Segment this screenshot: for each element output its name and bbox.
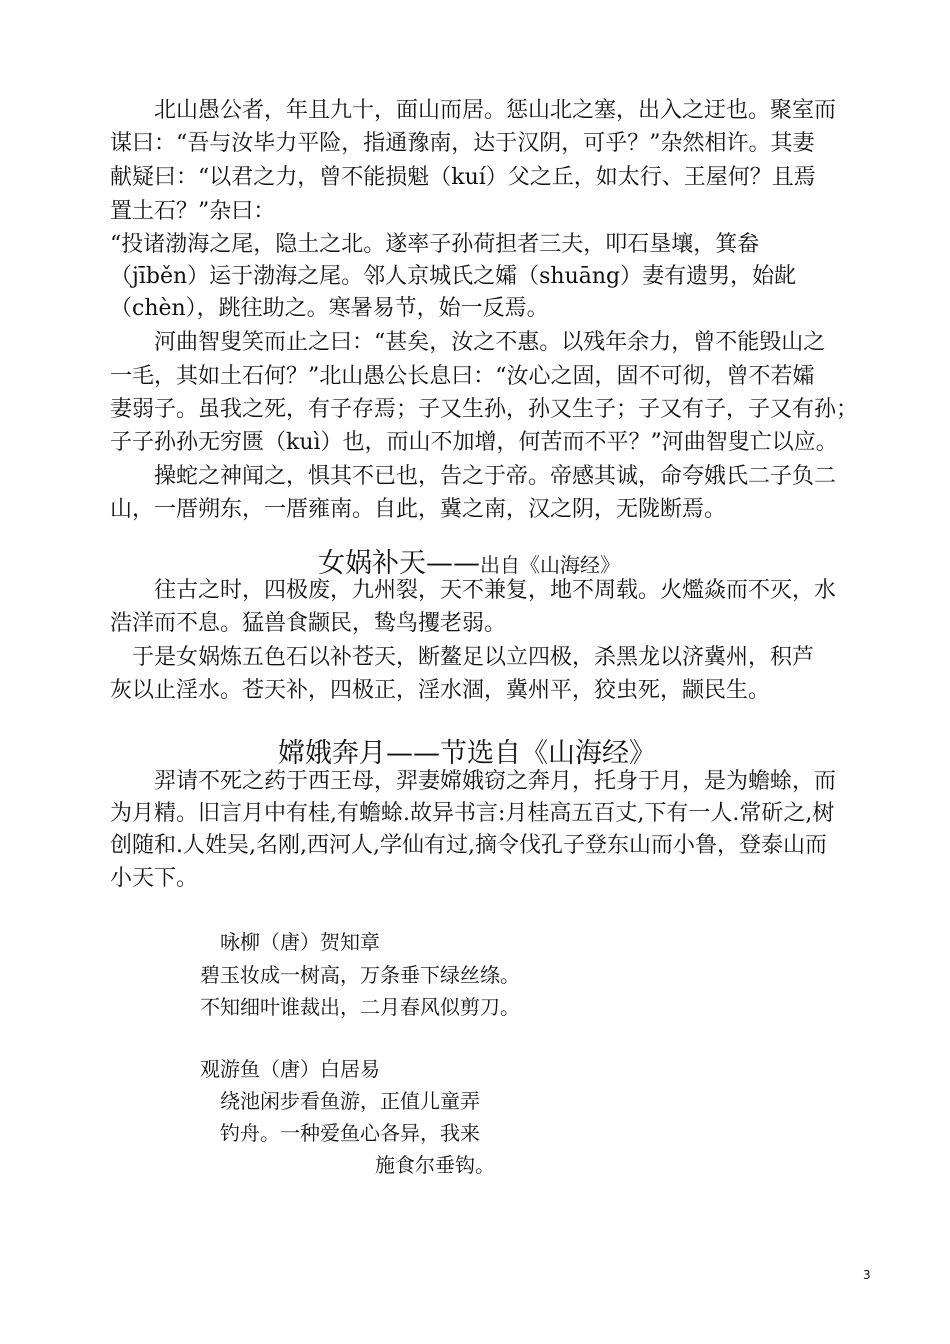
text-line: “投诸渤海之尾，隐土之北。遂率子孙荷担者三夫，叩石垦壤，箕畚 <box>110 232 760 257</box>
text-line: 献疑曰：“以君之力，曾不能损魁（kuí）父之丘，如太行、王屋何？且焉 <box>110 165 816 190</box>
section-heading-change: 嫦娥奔月——节选自《山海经》 <box>278 738 656 769</box>
text-line: 河曲智叟笑而止之曰：“甚矣，汝之不惠。以残年余力，曾不能毁山之 <box>110 330 826 355</box>
poem-title: 咏柳（唐）贺知章 <box>220 930 380 954</box>
page-number: 3 <box>863 1268 871 1282</box>
text-line: 创随和.人姓吴,名刚,西河人,学仙有过,摘令伐孔子登东山而小鲁，登泰山而 <box>110 833 827 858</box>
text-line: 操蛇之神闻之，惧其不已也，告之于帝。帝感其诚，命夸娥氏二子负二 <box>110 464 837 489</box>
text-line: 浩洋而不息。猛兽食颛民，鸷鸟攫老弱。 <box>110 611 507 636</box>
text-line: 于是女娲炼五色石以补苍天，断鳌足以立四极，杀黑龙以济冀州，积芦 <box>110 645 815 670</box>
poem-line: 绕池闲步看鱼游，正值儿童弄 <box>220 1089 480 1113</box>
poem-line: 碧玉妆成一树高，万条垂下绿丝绦。 <box>200 963 520 987</box>
text-line: 置土石？”杂曰： <box>110 199 276 224</box>
text-line: （jīběn）运于渤海之尾。邻人京城氏之孀（shuāng）妻有遗男，始龀 <box>110 264 797 289</box>
text-line: 北山愚公者，年且九十，面山而居。惩山北之塞，出入之迂也。聚室而 <box>110 98 837 123</box>
text-line: 往古之时，四极废，九州裂，天不兼复，地不周载。火爁焱而不灭，水 <box>110 578 837 603</box>
poem-title: 观游鱼（唐）白居易 <box>200 1057 380 1081</box>
text-line: 山，一厝朔东，一厝雍南。自此，冀之南，汉之阴，无陇断焉。 <box>110 497 727 522</box>
heading-title: 女娲补天—— <box>318 548 480 579</box>
text-line: 小天下。 <box>110 866 199 891</box>
poem-line: 施食尔垂钩。 <box>375 1153 495 1177</box>
text-line: 羿请不死之药于西王母，羿妻嫦娥窃之奔月，托身于月，是为蟾蜍，而 <box>110 769 837 794</box>
text-line: 妻弱子。虽我之死，有子存焉；子又生孙，孙又生子；子又有子，子又有孙； <box>110 397 859 422</box>
text-line: 谋曰：“吾与汝毕力平险，指通豫南，达于汉阴，可乎？”杂然相许。其妻 <box>110 131 815 156</box>
text-line: 为月精。旧言月中有桂,有蟾蜍.故异书言:月桂高五百丈,下有一人.常斫之,树 <box>110 801 835 826</box>
text-line: 一毛，其如土石何？”北山愚公长息曰：“汝心之固，固不可彻，曾不若孀 <box>110 364 815 389</box>
text-line: 子子孙孙无穷匮（kuì）也，而山不加增，何苦而不平？”河曲智叟亡以应。 <box>110 430 838 455</box>
text-line: （chèn），跳往助之。寒暑易节，始一反焉。 <box>110 296 549 321</box>
poem-line: 不知细叶谁裁出，二月春风似剪刀。 <box>200 995 520 1019</box>
heading-source: 出自《山海经》 <box>480 553 620 577</box>
poem-line: 钓舟。一种爱鱼心各异，我来 <box>220 1121 480 1145</box>
text-line: 灰以止淫水。苍天补，四极正，淫水涸，冀州平，狡虫死，颛民生。 <box>110 678 771 703</box>
